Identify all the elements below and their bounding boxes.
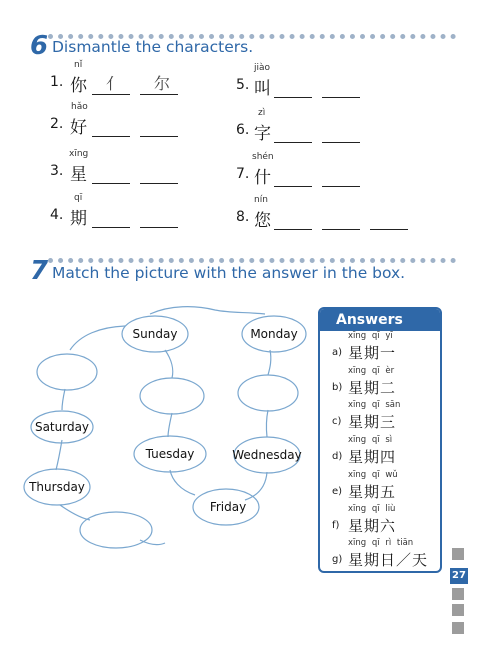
- item-character: 字: [254, 124, 271, 144]
- item-number: 1.: [50, 74, 64, 90]
- section-6-title: Dismantle the characters.: [52, 38, 254, 56]
- string: [70, 326, 125, 350]
- option-pinyin: xīng qī sì: [348, 435, 393, 445]
- option-pinyin: xīng qī sān: [348, 400, 401, 410]
- string: [266, 410, 268, 437]
- item-character: 叫: [254, 79, 271, 99]
- side-tab: [452, 588, 464, 600]
- balloon-blank[interactable]: [140, 378, 204, 414]
- option-label: f): [332, 520, 340, 531]
- balloon-blank[interactable]: [238, 375, 298, 411]
- side-tab: [452, 548, 464, 560]
- item-pinyin: nín: [254, 195, 268, 205]
- item-number: 3.: [50, 163, 64, 179]
- answer-option-b[interactable]: [320, 366, 440, 400]
- answer-option-a[interactable]: [320, 331, 440, 365]
- side-tab: [452, 622, 464, 634]
- option-pinyin: xīng qī wǔ: [348, 470, 398, 480]
- answer-option-d[interactable]: [320, 435, 440, 469]
- day-label: Monday: [250, 327, 298, 341]
- option-label: g): [332, 554, 343, 565]
- day-label: Tuesday: [145, 447, 195, 461]
- item-character: 什: [254, 168, 271, 188]
- option-hanzi: 星期日／天: [348, 551, 429, 569]
- option-pinyin: xīng qī rì tiān: [348, 538, 414, 548]
- item-pinyin: shén: [252, 152, 274, 162]
- item-character: 星: [70, 165, 87, 185]
- string: [165, 350, 173, 378]
- string: [140, 540, 165, 545]
- day-label: Sunday: [132, 327, 178, 341]
- day-label: Friday: [209, 500, 247, 514]
- option-hanzi: 星期三: [348, 413, 397, 431]
- day-label: Saturday: [34, 420, 90, 434]
- item-number: 4.: [50, 207, 64, 223]
- option-label: a): [332, 347, 343, 358]
- string: [170, 470, 195, 495]
- answer-option-f[interactable]: [320, 504, 440, 538]
- item-pinyin: hǎo: [71, 102, 88, 112]
- item-character: 你: [70, 76, 87, 96]
- option-pinyin: xīng qī liù: [348, 504, 396, 514]
- option-hanzi: 星期二: [348, 379, 397, 397]
- item-character: 好: [70, 118, 87, 138]
- answer-option-c[interactable]: [320, 400, 440, 434]
- item-pinyin: nǐ: [74, 60, 83, 70]
- option-hanzi: 星期六: [348, 517, 397, 535]
- option-hanzi: 星期五: [348, 483, 397, 501]
- answer-option-e[interactable]: [320, 470, 440, 504]
- section-7-number: 7: [30, 256, 49, 286]
- option-label: e): [332, 486, 343, 497]
- item-pinyin: zì: [258, 108, 266, 118]
- item-number: 5.: [236, 77, 250, 93]
- string: [150, 307, 265, 314]
- option-label: d): [332, 451, 343, 462]
- option-label: b): [332, 382, 343, 393]
- balloon-blank[interactable]: [37, 354, 97, 390]
- component-1: 亻: [106, 74, 123, 93]
- item-character: 您: [254, 211, 271, 231]
- option-label: c): [332, 416, 342, 427]
- item-character: 期: [70, 209, 87, 229]
- string: [268, 350, 271, 375]
- string: [168, 413, 172, 437]
- item-number: 6.: [236, 122, 250, 138]
- answers-title: Answers: [320, 309, 440, 331]
- day-label: Thursday: [29, 480, 85, 494]
- page-number: 27: [450, 568, 468, 584]
- item-pinyin: jiào: [254, 63, 271, 73]
- answer-option-g[interactable]: [320, 538, 440, 572]
- item-pinyin: qī: [74, 193, 83, 203]
- item-pinyin: xīng: [69, 149, 89, 159]
- option-pinyin: xīng qī yī: [348, 331, 393, 341]
- item-number: 8.: [236, 209, 250, 225]
- string: [60, 505, 90, 520]
- section-6-number: 6: [30, 31, 49, 61]
- item-number: 7.: [236, 166, 250, 182]
- string: [62, 389, 65, 410]
- side-tab: [452, 604, 464, 616]
- string: [56, 440, 62, 470]
- string: [245, 472, 267, 500]
- item-number: 2.: [50, 116, 64, 132]
- balloon-blank[interactable]: [80, 512, 152, 548]
- day-label: Wednesday: [232, 448, 302, 462]
- option-hanzi: 星期四: [348, 448, 397, 466]
- option-pinyin: xīng qī èr: [348, 366, 395, 376]
- component-2: 尔: [154, 74, 171, 93]
- section-7-title: Match the picture with the answer in the box.: [52, 264, 406, 282]
- answers-box: [318, 307, 442, 573]
- option-hanzi: 星期一: [348, 344, 397, 362]
